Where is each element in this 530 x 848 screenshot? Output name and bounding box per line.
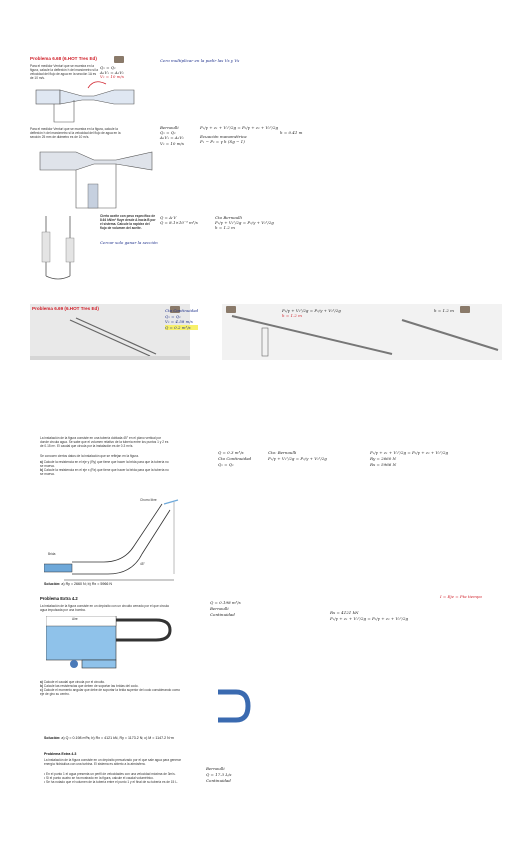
hand-line: Continuidad [206,778,231,783]
handwritten-block-j [268,450,327,462]
item-label: b) [40,684,44,688]
problem-items-4 [40,460,170,476]
hand-line: V₂ = 4.58 m/s [165,319,193,324]
handwritten-block-n [206,766,231,784]
item [40,688,180,696]
item-label: b) [40,468,44,472]
problem-title-5: Problema Extra 4.3 [44,752,77,756]
hand-line: Q₁ = Q₂ [100,65,116,70]
section-3 [40,436,210,586]
hand-line: Q = A·V [160,215,177,220]
problem-title-2: Problema 6.69 (6.HOT Tres Ed) [32,306,99,311]
problem-items-5 [40,680,180,696]
handwritten-equations-1 [100,66,124,80]
section-4 [40,596,210,736]
problem-items-6 [44,772,184,784]
hand-line: V₂ = 10 m/s [100,74,124,80]
hand-line: A₁V₁ = A₂V₂ [100,69,124,75]
tank-circuit-figure [46,616,176,670]
hand-line: Q₁ = Q₂ [160,130,176,136]
hand-line: h = 1.2 m [434,308,454,313]
hand-line: Q₁ = Q₂ [218,462,234,467]
item-label: c) [40,688,43,692]
item-text: Calcule el momento angular que debe de soportar la brida superior del codo considerando como eje de giro su centro. [40,688,180,696]
label-angle: 45° [140,562,145,566]
solution-3 [44,582,112,586]
problem-title-4: Problema Extra 4.2 [40,596,78,601]
handwritten-block-h [434,308,454,313]
hand-line: Q = 8.1×10⁻³ m³/s [160,220,198,226]
hand-line: Ecuación manométrica [200,134,247,140]
handwritten-hint: Cercar solo ganar la sección [100,240,158,245]
solution-label: Solución: [44,582,61,586]
handwritten-block-a [160,125,184,146]
handwritten-block-d [160,215,198,225]
item-text: Calcule la resistencia en el eje y (Ry) que tiene que hacer la brida para que la tubería no se mueva. [40,460,169,468]
incline-figure-3 [398,310,502,360]
handwritten-block-e [215,215,274,231]
handwritten-block-f [165,308,198,330]
handwritten-block-l [210,600,241,618]
item-label: a) [40,460,43,464]
hand-line: Cto Continuidad [165,308,199,313]
hand-line: Q = 0.198 m³/s [210,600,241,605]
handwritten-block-g [282,308,341,318]
handwritten-block-c [280,130,302,135]
hand-line: A₁V₁ = A₂V₂ [160,135,184,141]
hand-line: P₁/γ + z₁ + V₁²/2g = P₂/γ + z₂ + V₂²/2g [200,125,279,130]
hand-line: Bernoulli [206,766,225,771]
solution-text: a) Q = 0.198 m³/s; b) Rx = 4121 kN, Ry = 1173.2 N; c) M = 1147.2 N·m [61,736,174,740]
item-text: Se ha notado que el volumen de la tubería entre el punto 1 y el final de su tubería es de 15 L. [46,780,178,784]
hand-line: h = 1.2 m [215,225,235,231]
handwritten-block-i [218,450,251,468]
problem-text-4: La instalación de la figura consiste en una tubería doblada 45° en el plano vertical por donde circula agua. Se sabe que el volumen relativo de la tubería entre los puntos 1 y 2 es de 0.15 m³. El caudal que circula por la instalación es de 0.3 m³/s. [40,436,169,448]
hand-line: Bernoulli [160,125,179,130]
item-label: a) [40,680,43,684]
hand-line: Rx = 5966 N [370,462,397,467]
item-text: En el punto 1 el agua presenta un perfil de velocidades con una velocidad máxima de 3m/s. [46,772,176,776]
hand-line: Q = 17.3 L/s [206,772,232,777]
hand-line: Q₁ = Q₂ [165,313,181,319]
hand-line: Ry = 2660 N [370,456,397,461]
elbow-sketch [214,688,254,724]
video-panel-2 [222,304,398,360]
solution-4 [44,736,174,740]
solution-text: a) Ry = 2660 N; b) Rx = 5966 N [61,582,112,586]
oil-system-figure [36,212,96,280]
label-aire: Aire [72,617,78,621]
hand-line: P₁/γ + V₁²/2g = P₂/γ + V₂²/2g [282,308,341,313]
item-label: • [44,776,46,780]
section-5 [44,752,194,846]
section-1 [30,50,520,280]
heading-note: Cero multiplicar en la pedir las Vs y Vs [160,58,240,63]
item [40,460,170,468]
hand-line: P₁/γ + z₁ + V₁²/2g = P₂/γ + z₂ + V₂²/2g [370,450,449,455]
label-brida: Brida [48,552,56,556]
problem-text-5: La instalación de la figura consiste en un depósito con un circuito cerrado por el que circula agua impulsada por una bomba. [40,604,169,612]
problem-text-6: La instalación de la figura consiste en un depósito presurizado por el que sale agua para generar energía hidráulica con una turbina. El sistema es abierto a la atmósfera. [44,758,181,766]
hand-line: Cto Bernoulli [215,215,242,220]
hand-line: Q = 0.2 m³/s [165,325,198,331]
hand-line: h = 1.2 m [282,313,302,319]
presenter-thumbnail [114,56,124,63]
bent-pipe-figure [44,496,184,582]
hand-line: P₁/γ + V₁²/2g = P₂/γ + V₂²/2g [215,220,274,226]
problem-subtext-4: Se conocen ciertos datos de la instalación que se reflejan en la figura. [40,454,139,458]
hand-line: h = 0.41 m [280,130,303,135]
hand-line: P₁ − P₂ = γ h (Sg − 1) [200,139,245,145]
hand-line: V₂ = 10 m/s [160,140,184,146]
hand-line: Rx = 4121 kN [330,610,359,615]
hand-line: Continuidad [210,612,235,617]
label-chorro: Chorro libre [140,498,157,502]
video-panel-3 [398,304,502,360]
item-text: Calcule la resistencia en el eje x (Rx) que tiene que hacer la brida para que la tubería no se mueva. [40,468,169,476]
presenter-thumbnail [226,306,236,313]
problem-text-1: Para el medidor Venturi que se muestra en la figura, calcule la deflexión h del manómetro si la velocidad del flujo de agua en la sección 1A es de 10 m/s. [30,64,99,80]
problem-text-2: Para el medidor Venturi que se muestra en la figura, calcule la deflexión h del manómetro si la velocidad del flujo de agua en la sección 25 mm de diámetro es de 10 m/s. [30,127,121,139]
item [40,468,170,476]
hand-line: Cto Continuidad [218,456,252,461]
item-label: • [44,780,46,784]
item [44,780,184,784]
handwritten-block-m [330,610,408,622]
problem-title-1: Problema 6.68 (6.HOT Tres Ed) [30,56,97,61]
hand-line: Cto: Bernoulli [268,450,297,455]
side-note: I = Eje = Pta tiempo [440,594,482,599]
presenter-thumbnail [460,306,470,313]
hand-line: P₁/γ + z₁ + V₁²/2g = P₂/γ + z₂ + V₂²/2g [330,616,409,621]
problem-text-3: Cierto aceite con peso específico de 8.64 kN/m³ fluye desde A hacia B por el sistema. Calcule la rapidez del flujo de volumen del aceite. [100,214,156,230]
handwritten-block-b [200,125,278,145]
hand-line: Bernoulli [210,606,229,611]
item-text: Si el punto cuatro se ha mostrado en la figura, calcule el caudal volumétrico. [46,776,154,780]
handwritten-block-k [370,450,448,468]
solution-label: Solución: [44,736,61,740]
item-label: • [44,772,46,776]
item-text: Calcule el caudal que circula por el circuito. [43,680,106,684]
venturi-figure-2 [36,142,156,212]
venturi-figure-1 [34,78,154,128]
hand-line: P₁/γ + V₁²/2g = P₂/γ + V₂²/2g [268,456,327,461]
item-text: Calcule las resistencias que deben de soportar las bridas del codo. [43,684,139,688]
hand-line: Q = 0.3 m³/s [218,450,244,455]
